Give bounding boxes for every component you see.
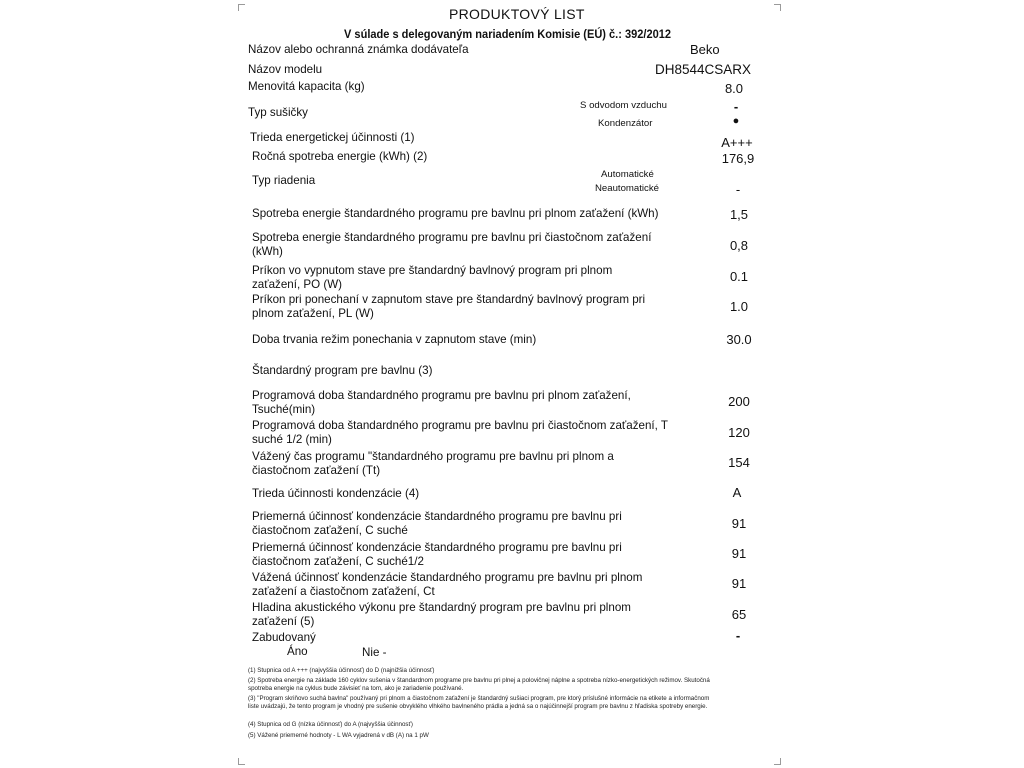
capacity-value: 8.0	[724, 81, 744, 96]
model-label: Názov modelu	[248, 63, 323, 76]
capacity-label: Menovitá kapacita (kg)	[248, 80, 365, 93]
control-type-label: Typ riadenia	[252, 174, 316, 187]
built-in-no: Nie -	[362, 646, 387, 659]
power-left-on-label: Príkon pri ponechaní v zapnutom stave pre štandardný bavlnový program pri plnom zaťažení, PL (W)	[252, 293, 646, 320]
energy-class-value: A+++	[721, 135, 753, 150]
control-type-manual: Neautomatické	[595, 183, 659, 194]
energy-full-label: Spotreba energie štandardného programu pre bavlnu pri plnom zaťažení (kWh)	[252, 207, 659, 220]
supplier-value: Beko	[690, 42, 720, 57]
footnote-3: (3) "Program skriňovo suchá bavlna" používaný pri plnom a čiastočnom zaťažení je štandardný sušiaci program, pre ktorý príslušné informácie na etikete a informačnom liste uvádzajú, že tento program je vhodný pre sušenie obvyklého vlhkého bavlneného prádla a jedná sa o najúčinnejší program pre bavlnu z hľadiska spotreby energie.	[248, 695, 710, 710]
condensation-class-label: Trieda účinnosti kondenzácie (4)	[252, 487, 420, 500]
energy-partial-label: Spotreba energie štandardného programu pre bavlnu pri čiastočnom zaťažení (kWh)	[252, 231, 652, 258]
left-on-duration-label: Doba trvania režim ponechania v zapnutom stave (min)	[252, 333, 537, 346]
energy-class-label: Trieda energetickej účinnosti (1)	[250, 131, 415, 144]
footnote-4: (4) Stupnica od G (nízka účinnosť) do A (najvyššia účinnosť)	[248, 721, 413, 728]
dryer-type-label: Typ sušičky	[248, 106, 308, 119]
crop-mark	[238, 758, 245, 765]
annual-energy-label: Ročná spotreba energie (kWh) (2)	[252, 150, 428, 163]
cond-eff-partial-value: 91	[731, 546, 747, 561]
built-in-yes: Áno	[287, 645, 308, 658]
dryer-type-air-vented-value: -	[733, 99, 739, 114]
cond-eff-partial-label: Priemerná účinnosť kondenzácie štandardného programu pre bavlnu pri čiastočnom zaťažení, C suché1/2	[252, 541, 622, 568]
prog-time-full-label: Programová doba štandardného programu pre bavlnu pri plnom zaťažení, Tsuché(min)	[252, 389, 631, 416]
crop-mark	[238, 4, 245, 11]
prog-time-full-value: 200	[728, 394, 750, 409]
power-off-label: Príkon vo vypnutom stave pre štandardný bavlnový program pri plnom zaťažení, PO (W)	[252, 264, 613, 291]
annual-energy-value: 176,9	[721, 151, 755, 166]
weighted-time-label: Vážený čas programu "štandardného programu pre bavlnu pri plnom a čiastočnom zaťažení (Tt)	[252, 450, 614, 477]
dryer-type-condenser-value: ●	[732, 115, 740, 127]
power-off-value: 0.1	[729, 269, 749, 284]
model-value: DH8544CSARX	[655, 62, 752, 77]
regulation-subtitle: V súlade s delegovaným nariadením Komisie (EÚ) č.: 392/2012	[344, 27, 672, 41]
dryer-type-condenser: Kondenzátor	[598, 118, 653, 129]
footnote-2: (2) Spotreba energie na základe 160 cyklov sušenia v štandardnom programe pre bavlnu pri plnej a polovičnej náplne a spotreba nízko-energetických režimov. Skutočná spotreba energie na cyklus bude závisieť na tom, ako je zariadenie používané.	[248, 677, 710, 692]
control-type-automatic: Automatické	[601, 169, 654, 180]
crop-mark	[774, 758, 781, 765]
left-on-duration-value: 30.0	[726, 332, 752, 347]
footnote-5: (5) Vážené priemerné hodnoty - L WA vyjadrená v dB (A) na 1 pW	[248, 732, 429, 739]
noise-label: Hladina akustického výkonu pre štandardný program pre bavlnu pri plnom zaťažení (5)	[252, 601, 631, 628]
energy-full-value: 1,5	[729, 207, 749, 222]
cond-eff-full-value: 91	[731, 516, 747, 531]
condensation-class-value: A	[732, 485, 742, 500]
supplier-label: Názov alebo ochranná známka dodávateľa	[248, 43, 469, 56]
dryer-type-air-vented: S odvodom vzduchu	[580, 100, 667, 111]
crop-mark	[774, 4, 781, 11]
standard-program-heading: Štandardný program pre bavlnu (3)	[252, 364, 433, 377]
cond-eff-weighted-label: Vážená účinnosť kondenzácie štandardného programu pre bavlnu pri plnom zaťažení a čiastočnom zaťažení, Ct	[252, 571, 643, 598]
noise-value: 65	[731, 607, 747, 622]
footnote-1: (1) Stupnica od A +++ (najvyššia účinnosť) do D (najnižšia účinnosť)	[248, 667, 435, 674]
control-type-manual-value: -	[735, 182, 741, 197]
built-in-label: Zabudovaný	[252, 631, 316, 644]
cond-eff-full-label: Priemerná účinnosť kondenzácie štandardného programu pre bavlnu pri čiastočnom zaťažení, C suché	[252, 510, 622, 537]
weighted-time-value: 154	[728, 455, 750, 470]
cond-eff-weighted-value: 91	[731, 576, 747, 591]
product-sheet-page	[238, 0, 778, 768]
power-left-on-value: 1.0	[729, 299, 749, 314]
built-in-value: -	[735, 628, 741, 643]
prog-time-partial-label: Programová doba štandardného programu pre bavlnu pri čiastočnom zaťažení, T suché 1/2 (min)	[252, 419, 668, 446]
energy-partial-value: 0,8	[729, 238, 749, 253]
page-title: PRODUKTOVÝ LIST	[449, 6, 585, 22]
prog-time-partial-value: 120	[728, 425, 750, 440]
